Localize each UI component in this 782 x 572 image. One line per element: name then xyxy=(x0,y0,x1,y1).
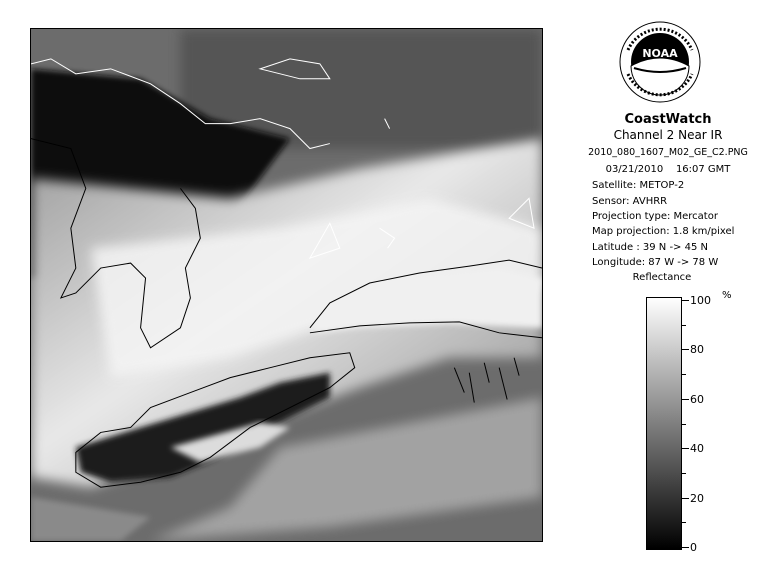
colorbar-tick-label: 40 xyxy=(690,442,704,456)
sensor-label: Sensor: AVHRR xyxy=(592,196,668,207)
colorbar-tick xyxy=(682,473,686,474)
satellite-map xyxy=(30,28,543,542)
colorbar-tick xyxy=(682,300,689,301)
colorbar-tick xyxy=(682,547,689,548)
colorbar-tick-label: 0 xyxy=(690,541,697,554)
colorbar-tick xyxy=(682,349,689,350)
time-label: 16:07 GMT xyxy=(675,164,731,175)
colorbar-tick xyxy=(682,522,686,523)
brand-title: CoastWatch xyxy=(624,112,712,127)
projection-type-label: Projection type: Mercator xyxy=(592,211,718,222)
colorbar-tick-label: 60 xyxy=(690,392,704,406)
logo-noaa-text: NOAA xyxy=(642,47,678,60)
filename-label: 2010_080_1607_M02_GE_C2.PNG xyxy=(588,147,748,158)
colorbar-tick-label: 20 xyxy=(690,491,704,505)
colorbar-tick xyxy=(682,448,689,449)
satellite-label: Satellite: METOP-2 xyxy=(592,180,685,191)
colorbar-tick xyxy=(682,325,686,326)
noaa-logo-icon xyxy=(618,20,702,104)
colorbar-title: Reflectance xyxy=(632,272,692,283)
datetime-line xyxy=(563,162,773,177)
channel-label: Channel 2 Near IR xyxy=(613,128,723,142)
colorbar-tick-label: 80 xyxy=(690,343,704,357)
date-label: 03/21/2010 xyxy=(605,164,664,175)
colorbar-tick xyxy=(682,498,689,499)
latitude-label: Latitude : 39 N -> 45 N xyxy=(592,242,708,253)
colorbar-tick-label: 100 xyxy=(690,294,711,307)
colorbar-unit: % xyxy=(722,290,732,301)
reflectance-colorbar xyxy=(646,297,682,550)
longitude-label: Longitude: 87 W -> 78 W xyxy=(592,257,719,268)
map-projection-label: Map projection: 1.8 km/pixel xyxy=(592,226,735,237)
colorbar-tick xyxy=(682,399,689,400)
colorbar-tick xyxy=(682,374,686,375)
colorbar-tick xyxy=(682,424,686,425)
